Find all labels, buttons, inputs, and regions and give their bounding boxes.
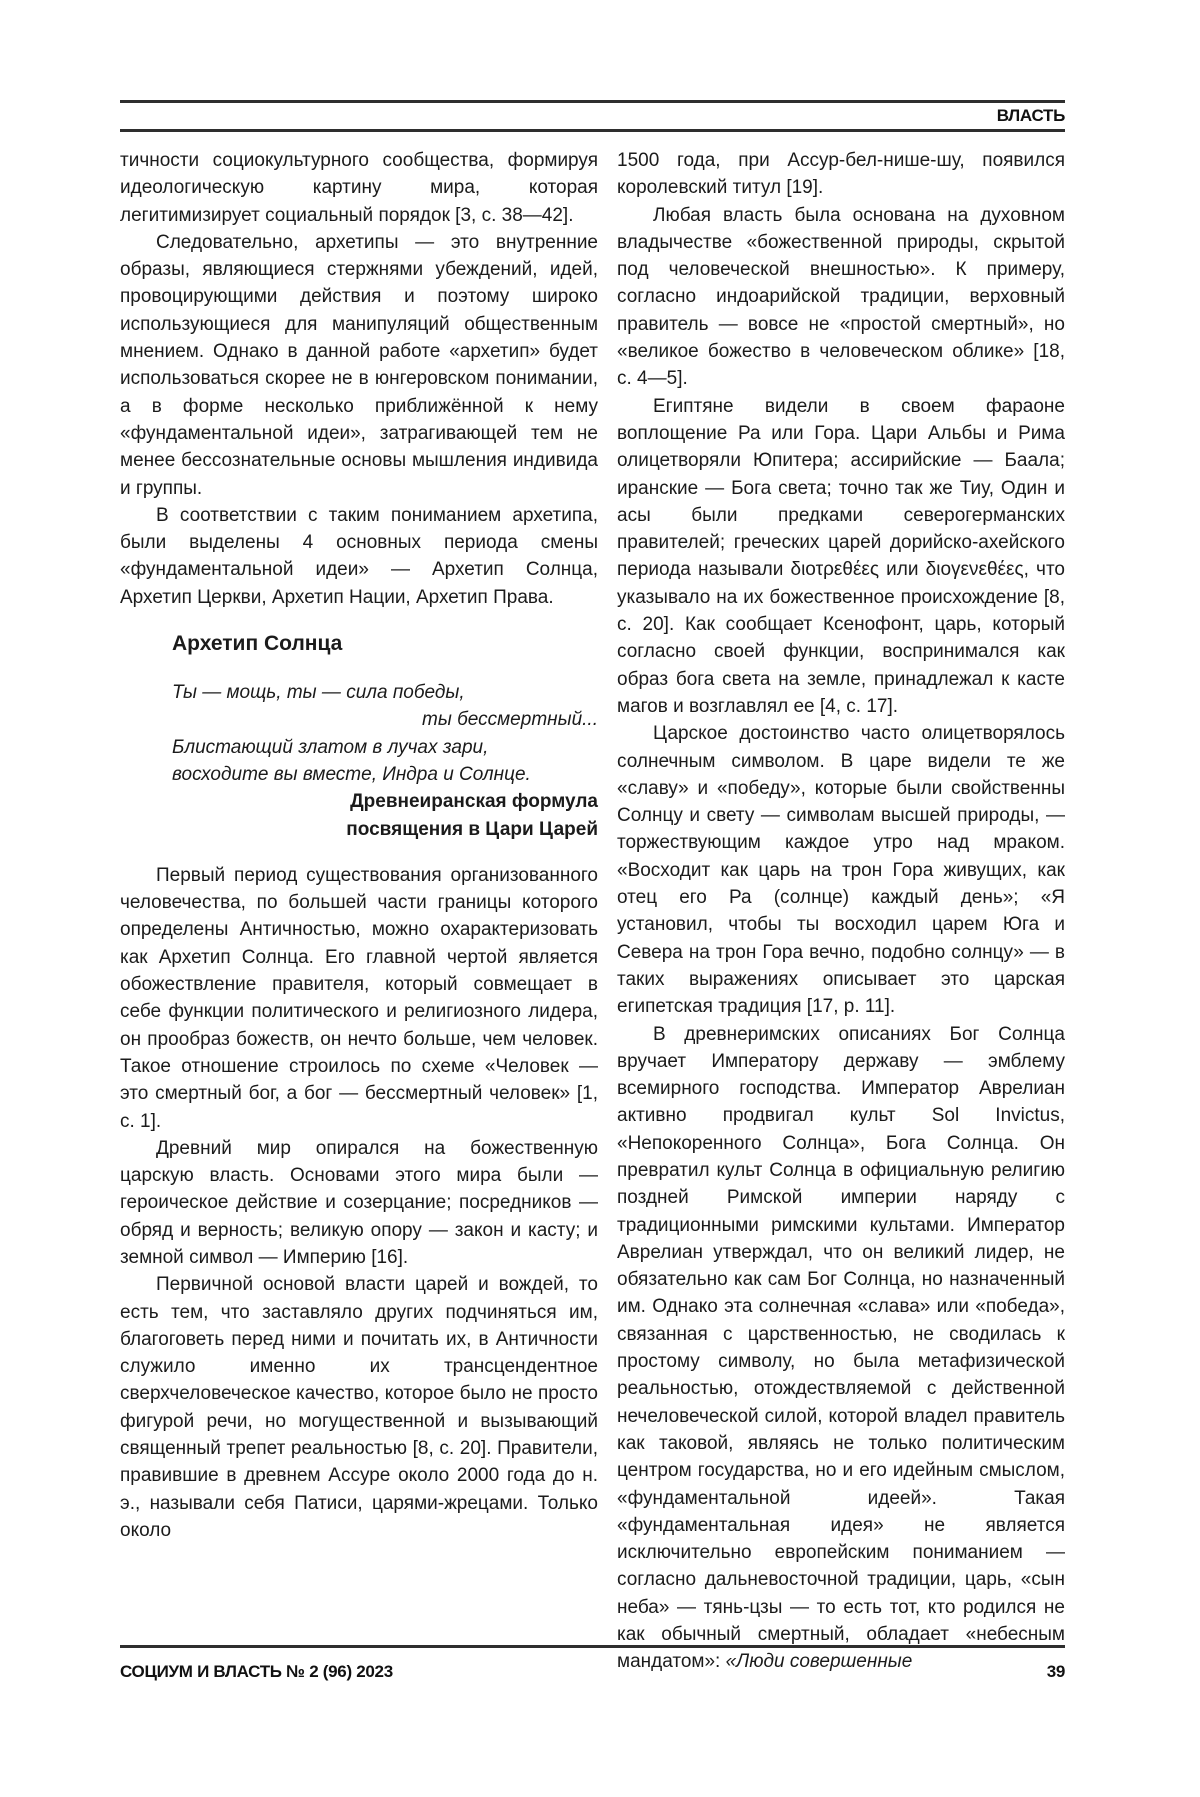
italic-text-run: «Люди совершенные	[725, 1651, 913, 1673]
paragraph	[120, 1135, 598, 1271]
paragraph	[120, 1271, 598, 1544]
page-footer	[120, 1645, 1065, 1682]
running-title: ВЛАСТЬ	[996, 106, 1065, 125]
epigraph-line: Ты — мощь, ты — сила победы,	[172, 682, 465, 704]
epigraph	[120, 679, 598, 788]
attribution-line: посвящения в Цари Царей	[346, 818, 598, 840]
text-run: 1500 года, при Ассур-бел-нише-шу, появился королевский титул [19].	[617, 150, 1065, 199]
text-run: Царское достоинство часто олицетворялось солнечным символом. В царе видели те же «славу» и «победу», которые были свойственны Солнцу и свету — символам высшей природы, — торжествующим каждое утро над мраком. «Восходит как царь на трон Гора живущих, как отец его Ра (солнце) каждый день»; «Я установил, чтобы ты восходил царем Юга и Севера на трон Гора вечно, подобно солнцу» — в таких выражениях описывает это царская египетская традиция [17, р. 11].	[617, 723, 1065, 1018]
section-heading: Архетип Солнца	[172, 632, 343, 656]
journal-title: СОЦИУМ И ВЛАСТЬ № 2 (96) 2023	[120, 1662, 393, 1681]
epigraph-attribution	[120, 788, 598, 843]
page-number: 39	[1046, 1662, 1065, 1681]
paragraph	[120, 502, 598, 611]
paragraph	[120, 229, 598, 502]
paragraph	[617, 147, 1065, 202]
text-run: тичности социокультурного сообщества, формируя идеологическую картину мира, которая легитимизирует социальный порядок [3, с. 38—42].	[120, 150, 598, 226]
text-run: Древний мир опирался на божественную царскую власть. Основами этого мира были — героическое действие и созерцание; посредников — обряд и верность; великую опору — закон и касту; и земной символ — Империю [16].	[120, 1137, 598, 1268]
text-run: Любая власть была основана на духовном владычестве «божественной природы, скрытой под человеческой внешностью». К примеру, согласно индоарийской традиции, верховный правитель — вовсе не «простой смертный», но «великое божество в человеческом облике» [18, с. 4—5].	[617, 204, 1065, 390]
paragraph	[617, 202, 1065, 393]
epigraph-line: восходите вы вместе, Индра и Солнце.	[172, 763, 531, 785]
paragraph	[120, 862, 598, 1135]
text-run: Первый период существования организованного человечества, по большей части границы которого определены Античностью, можно охарактеризовать как Архетип Солнца. Его главной чертой является обожествление правителя, который совмещает в себе функции политического и религиозного лидера, он прообраз божеств, он нечто больше, чем человек. Такое отношение строилось по схеме «Человек — это смертный бог, а бог — бессмертный человек» [1, с. 1].	[120, 864, 598, 1132]
text-run: В соответствии с таким пониманием архетипа, были выделены 4 основных периода смены «фундаментальной идеи» — Архетип Солнца, Архетип Церкви, Архетип Нации, Архетип Права.	[120, 504, 598, 608]
paragraph	[617, 720, 1065, 1020]
attribution-line: Древнеиранская формула	[350, 791, 598, 813]
text-run: Следовательно, архетипы — это внутренние образы, являющиеся стержнями убеждений, идей, провоцирующими действия и поэтому широко использующиеся для манипуляций общественным мнением. Однако в данной работе «архетип» будет использоваться скорее не в юнгеровском понимании, а в форме несколько приближённой к нему «фундаментальной идеи», затрагивающей тем не менее бессознательные основы мышления индивида и группы.	[120, 231, 598, 499]
epigraph-line: ты бессмертный...	[422, 709, 598, 731]
paragraph	[120, 147, 598, 229]
epigraph-line: Блистающий златом в лучах зари,	[172, 736, 489, 758]
column-left	[120, 147, 598, 1639]
text-run: Первичной основой власти царей и вождей, то есть тем, что заставляло других подчиняться им, благоговеть перед ними и почитать их, в Античности служило именно их трансцендентное сверхчеловеческое качество, которое было не просто фигурой речи, но могущественной и вызывающий священный трепет реальностью [8, с. 20]. Правители, правившие в древнем Ассуре около 2000 года до н. э., называли себя Патиси, царями-жрецами. Только около	[120, 1274, 598, 1541]
page-header	[120, 100, 1065, 132]
text-run: В древнеримских описаниях Бог Солнца вручает Императору державу — эмблему всемирного господства. Император Аврелиан активно продвигал культ Sol Invictus, «Непокоренного Солнца», Бога Солнца. Он превратил культ Солнца в официальную религию поздней Римской империи наряду с традиционными римскими культами. Император Аврелиан утверждал, что он великий лидер, не обязательно как сам Бог Солнца, но назначенный им. Однако эта солнечная «слава» или «победа», связанная с царственностью, не сводилась к простому символу, но была метафизической реальностью, отождествляемой с действенной нечеловеческой силой, которой владел правитель как таковой, являясь не только политическим центром государства, но и его идейным смыслом, «фундаментальной идеей». Такая «фундаментальная идея» не является исключительно европейским пониманием — согласно дальневосточной традиции, царь, «сын неба» — тянь-цзы — то есть тот, кто родился не как обычный смертный, обладает «небесным мандатом»:	[617, 1023, 1065, 1673]
paragraph	[617, 1021, 1065, 1676]
text-run: Египтяне видели в своем фараоне воплощение Ра или Гора. Цари Альбы и Рима олицетворяли Юпитера; ассирийские — Баала; иранские — Бога света; точно так же Тиу, Один и асы были предками северогерманских правителей; греческих царей дорийско-ахейского периода называли διοτρεθέες или διογενεθέες, что указывало на их божественное происхождение [8, с. 20]. Как сообщает Ксенофонт, царь, который согласно своей функции, воспринимался как образ бога света на земле, принадлежал к касте магов и возглавлял ее [4, с. 17].	[617, 395, 1065, 717]
paragraph	[617, 393, 1065, 721]
